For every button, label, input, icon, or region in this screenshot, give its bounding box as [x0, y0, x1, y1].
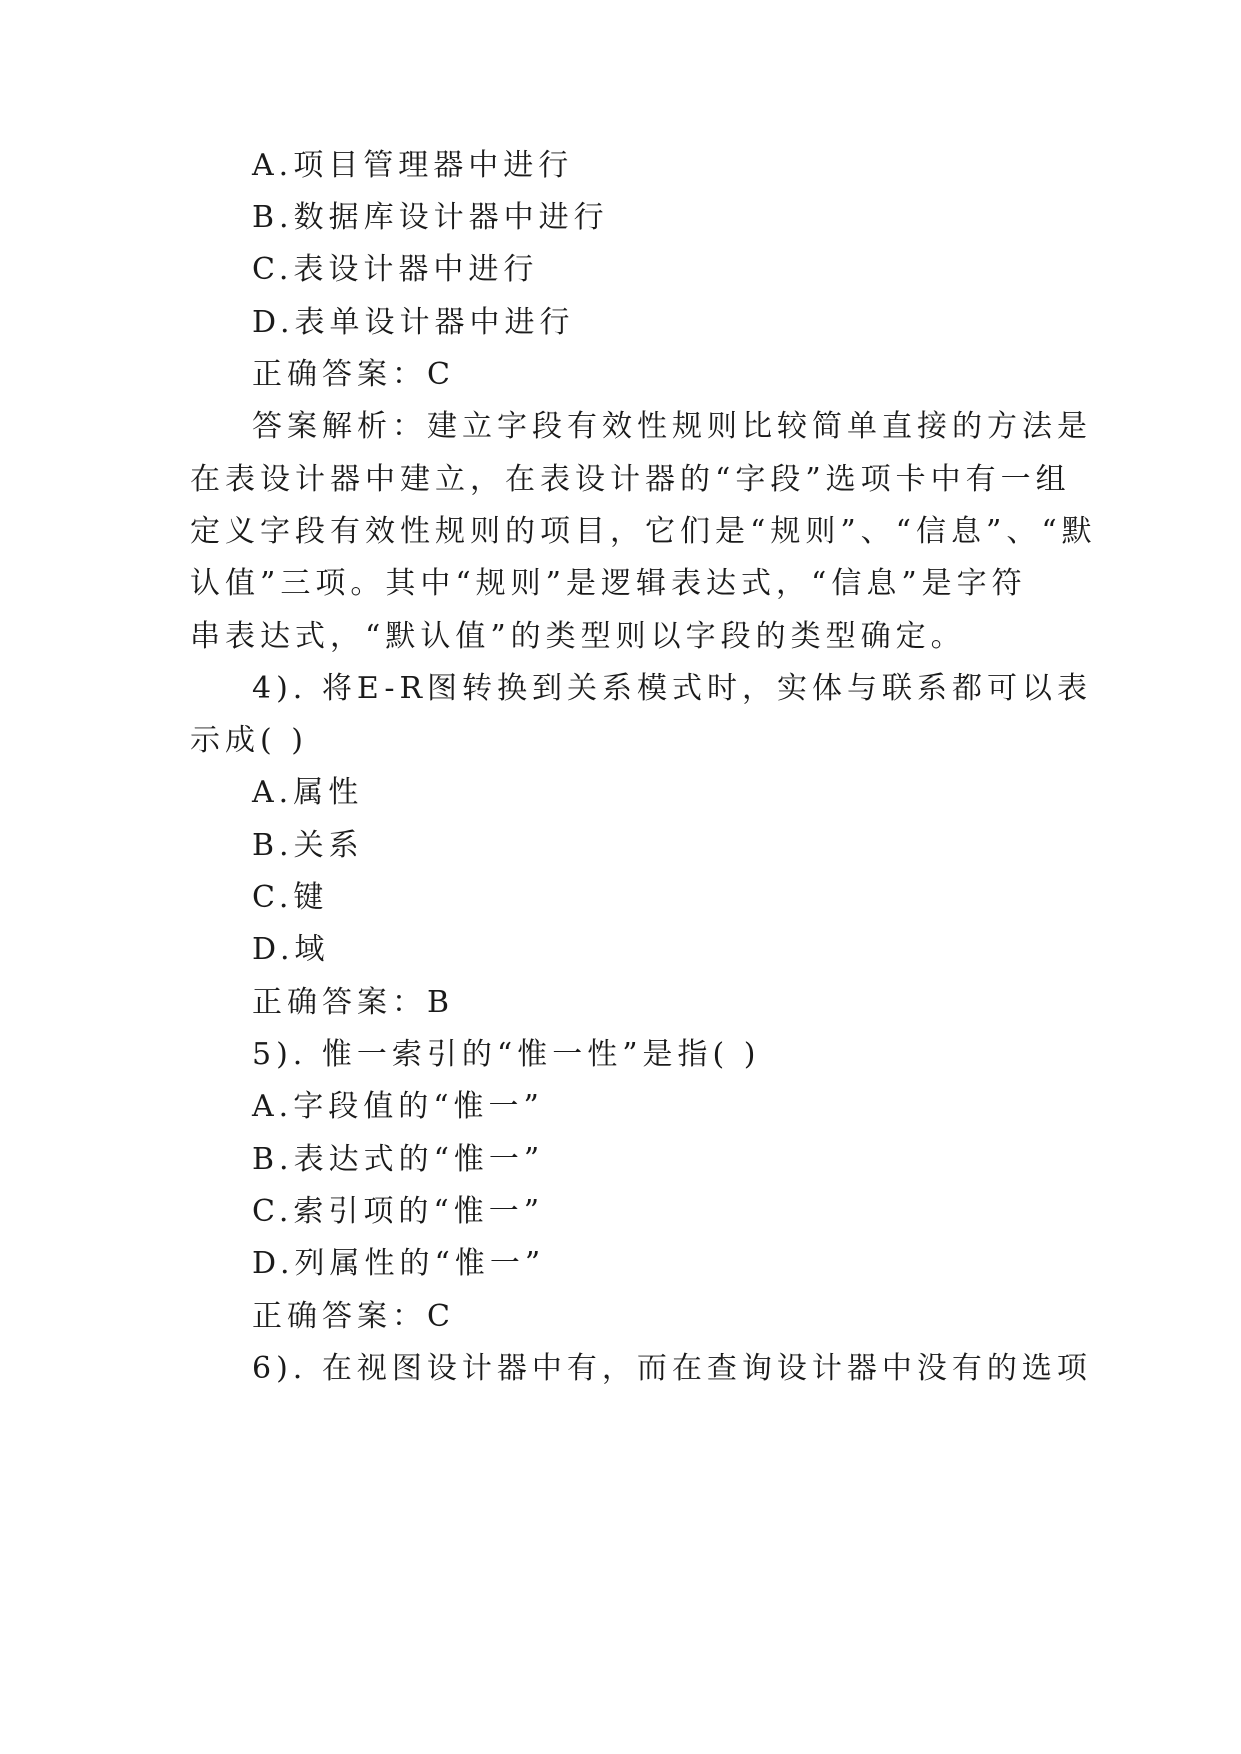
- q3-option-b: B.数据库设计器中进行: [252, 200, 609, 235]
- q5-stem: 5). 惟一索引的“惟一性”是指( ): [252, 1037, 761, 1072]
- q3-explanation-line-2: 在表设计器中建立，在表设计器的“字段”选项卡中有一组: [190, 462, 1071, 497]
- q4-option-c: C.键: [252, 880, 329, 915]
- q5-option-b: B.表达式的“惟一”: [252, 1142, 545, 1177]
- q5-option-c: C.索引项的“惟一”: [252, 1194, 545, 1229]
- q3-option-d: D.表单设计器中进行: [252, 305, 575, 340]
- q5-option-d: D.列属性的“惟一”: [252, 1246, 546, 1281]
- q5-answer: 正确答案：C: [252, 1299, 455, 1334]
- q3-explanation-line-5: 串表达式，“默认值”的类型则以字段的类型确定。: [190, 619, 966, 654]
- q3-explanation-line-4: 认值”三项。其中“规则”是逻辑表达式，“信息”是字符: [190, 566, 1027, 601]
- q3-option-a: A.项目管理器中进行: [252, 148, 574, 183]
- q4-answer: 正确答案：B: [252, 985, 455, 1020]
- q3-option-c: C.表设计器中进行: [252, 252, 539, 287]
- q4-option-a: A.属性: [252, 775, 364, 810]
- q3-answer: 正确答案：C: [252, 357, 455, 392]
- q6-stem: 6). 在视图设计器中有，而在查询设计器中没有的选项: [252, 1351, 1092, 1386]
- q4-stem-line-2: 示成( ): [190, 723, 308, 758]
- q3-explanation-line-3: 定义字段有效性规则的项目，它们是“规则”、“信息”、“默: [190, 514, 1097, 549]
- q5-option-a: A.字段值的“惟一”: [252, 1089, 544, 1124]
- q4-option-d: D.域: [252, 932, 330, 967]
- q3-explanation-line-1: 答案解析：建立字段有效性规则比较简单直接的方法是: [252, 409, 1092, 444]
- q4-option-b: B.关系: [252, 828, 364, 863]
- q4-stem-line-1: 4). 将E-R图转换到关系模式时，实体与联系都可以表: [252, 671, 1093, 706]
